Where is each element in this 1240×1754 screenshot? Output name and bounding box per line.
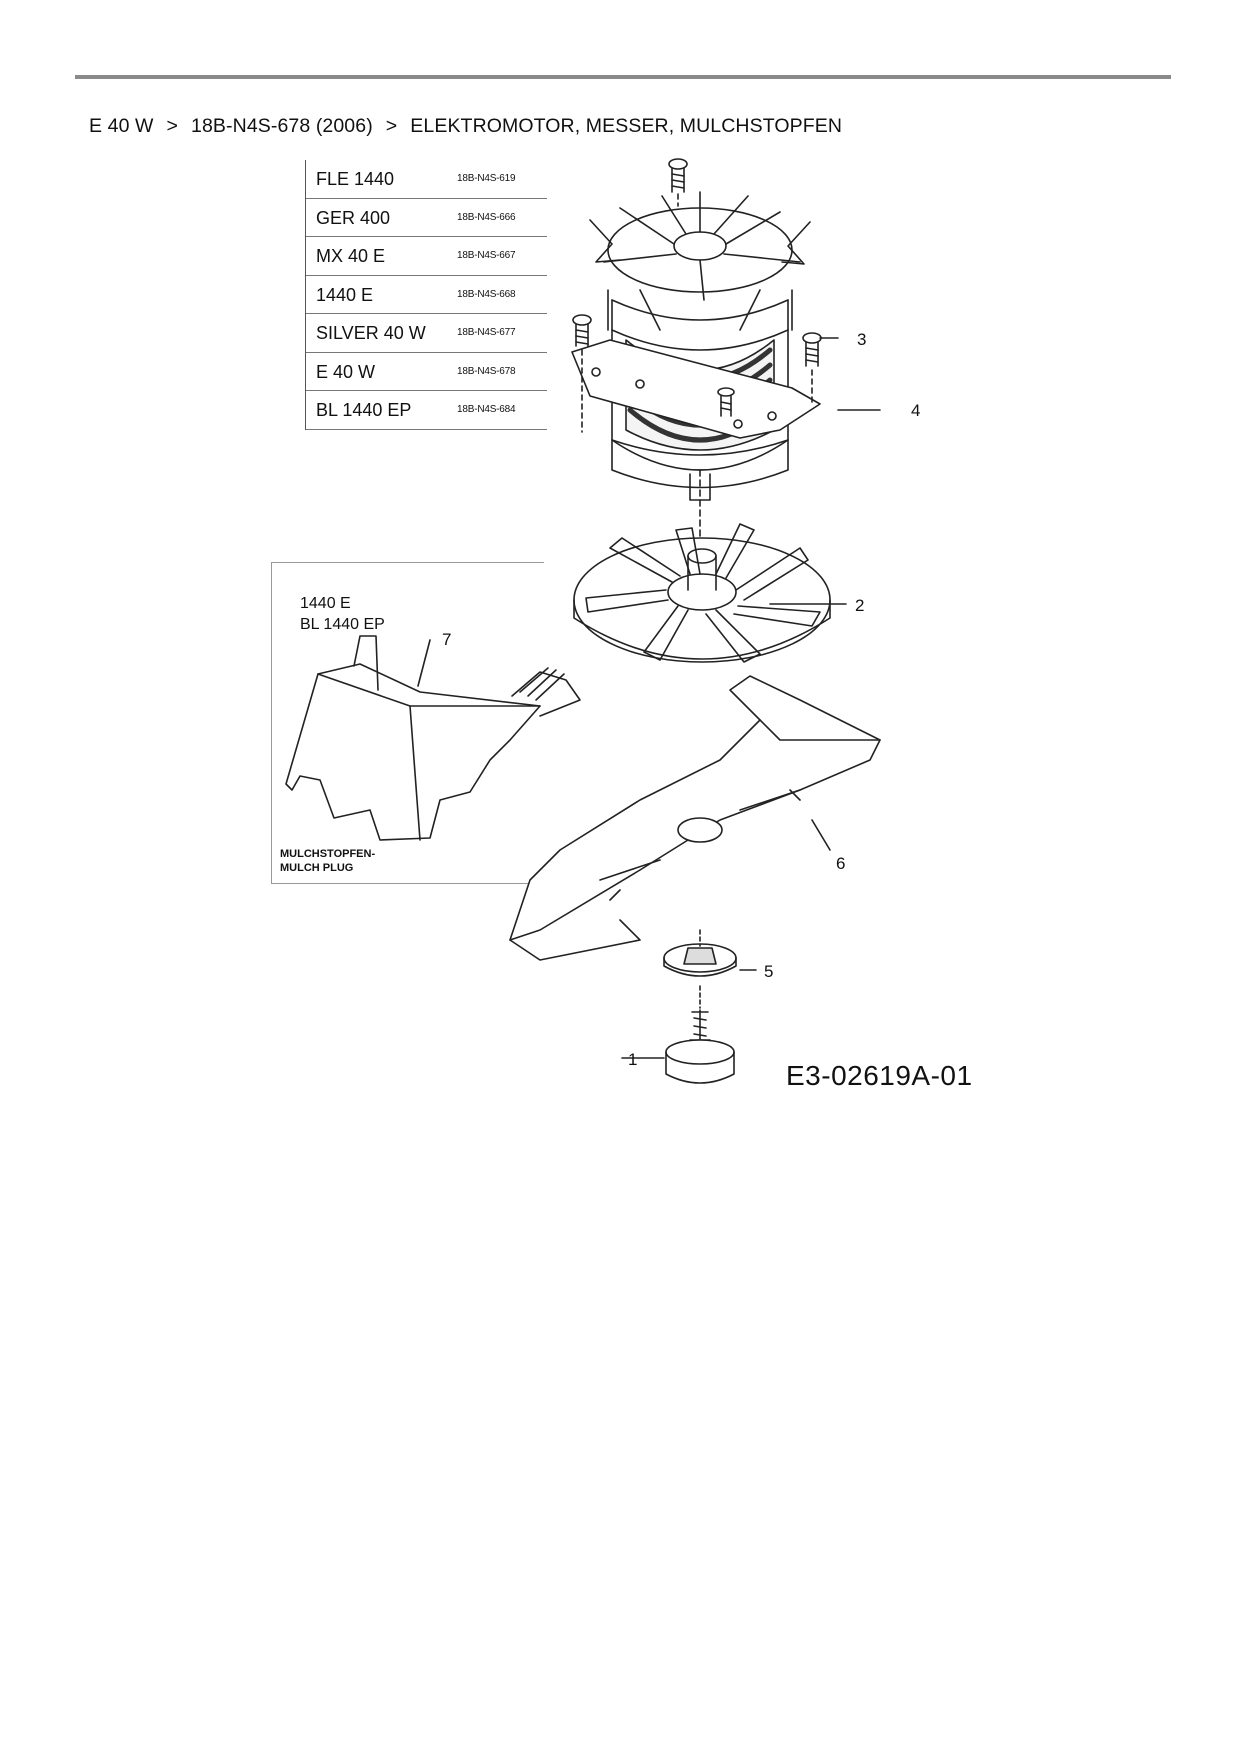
model-code: 18B-N4S-677 [457,327,516,338]
model-name: E 40 W [316,361,376,382]
motor-cover-icon[interactable] [590,192,810,330]
model-name: BL 1440 EP [316,400,412,420]
callout-bolt-nut[interactable]: 1 [628,1050,638,1069]
model-code: 18B-N4S-678 [457,365,516,377]
callout-mulch-plug[interactable]: 7 [442,630,452,649]
leader-lines [418,338,880,1058]
breadcrumb-variant[interactable]: 18B-N4S-678 (2006) [191,115,373,137]
mulch-model: BL 1440 EP [300,616,385,633]
model-name: MX 40 E [316,246,386,266]
model-code: 18B-N4S-619 [457,173,516,184]
model-name: SILVER 40 W [316,323,426,343]
mulch-plug-icon[interactable] [286,636,580,840]
callout-motor-plate[interactable]: 4 [911,401,921,420]
model-code: 18B-N4S-666 [457,211,516,223]
model-code: 18B-N4S-684 [457,404,516,415]
callout-blade-adapter[interactable]: 5 [764,962,774,981]
reference-code: E3-02619A-01 [786,1060,973,1091]
breadcrumb-model[interactable]: E 40 W [89,115,154,137]
breadcrumb-section: ELEKTROMOTOR, MESSER, MULCHSTOPFEN [410,115,843,137]
mulch-caption-line: MULCHSTOPFEN- [280,848,376,860]
motor-plate-icon[interactable] [572,340,820,438]
mulch-model: 1440 E [300,595,351,612]
model-name: 1440 E [316,284,374,305]
top-screw-icon[interactable] [669,159,687,206]
bolt-nut-icon[interactable] [666,986,734,1083]
model-code: 18B-N4S-668 [457,288,516,300]
breadcrumb-separator: > [166,115,179,137]
callout-fan[interactable]: 2 [855,596,865,615]
side-screw-right-icon[interactable] [803,333,821,404]
mulch-caption-line: MULCH PLUG [280,862,354,874]
callout-blade[interactable]: 6 [836,854,846,873]
callout-screw[interactable]: 3 [857,330,867,349]
model-code: 18B-N4S-667 [457,250,516,261]
fan-icon[interactable] [574,524,830,662]
breadcrumb-separator: > [385,115,398,137]
model-name: FLE 1440 [316,169,395,189]
blade-icon[interactable] [510,676,880,960]
blade-adapter-icon[interactable] [664,930,736,976]
model-name: GER 400 [316,207,391,228]
